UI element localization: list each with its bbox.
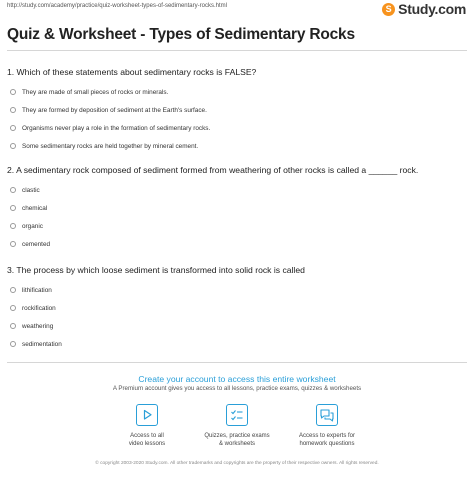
radio-button[interactable] — [10, 287, 16, 293]
feature-label: Access to all video lessons — [128, 433, 166, 447]
feature-label: Access to experts for homework questions — [298, 433, 356, 447]
option-label: Some sedimentary rocks are held together by mineral cement. — [22, 142, 199, 150]
quiz-document-icon — [226, 404, 248, 426]
radio-button[interactable] — [10, 223, 16, 229]
answer-option[interactable] — [7, 181, 467, 199]
page-title: Quiz & Worksheet - Types of Sedimentary Rocks — [7, 26, 355, 43]
option-label: They are formed by deposition of sediment at the Earth's surface. — [22, 106, 207, 114]
video-play-icon — [136, 404, 158, 426]
cta-divider — [7, 362, 467, 363]
chat-experts-icon — [316, 404, 338, 426]
cta-subtitle: A Premium account gives you access to all lessons, practice exams, quizzes & worksheets — [112, 385, 362, 392]
answer-option[interactable] — [7, 101, 467, 119]
option-label: cemented — [22, 240, 51, 248]
question-text: 2. A sedimentary rock composed of sediment formed from weathering of other rocks is called a ______ rock. — [7, 165, 419, 175]
copyright-footer: © copyright 2003-2020 Study.com. All other trademarks and copyrights are the property of their respective owners. All rights reserved. — [95, 461, 379, 466]
question-1 — [7, 67, 467, 155]
radio-button[interactable] — [10, 305, 16, 311]
radio-button[interactable] — [10, 323, 16, 329]
feature-quizzes — [192, 404, 282, 448]
answer-option[interactable] — [7, 317, 467, 335]
option-label: lithification — [22, 286, 52, 294]
question-2 — [7, 165, 467, 253]
question-3 — [7, 265, 467, 353]
option-label: rockification — [22, 304, 56, 312]
page-url: http://study.com/academy/practice/quiz-worksheet-types-of-sedimentary-rocks.html — [7, 3, 227, 9]
answer-option[interactable] — [7, 217, 467, 235]
radio-button[interactable] — [10, 107, 16, 113]
logo-text: Study.com — [398, 1, 466, 17]
answer-option[interactable] — [7, 235, 467, 253]
study-logo[interactable] — [382, 1, 466, 17]
option-label: They are made of small pieces of rocks or minerals. — [22, 88, 169, 96]
option-label: organic — [22, 222, 43, 230]
radio-button[interactable] — [10, 187, 16, 193]
option-label: chemical — [22, 204, 48, 212]
radio-button[interactable] — [10, 89, 16, 95]
answer-option[interactable] — [7, 83, 467, 101]
answer-option[interactable] — [7, 335, 467, 353]
question-text: 1. Which of these statements about sedimentary rocks is FALSE? — [7, 67, 257, 77]
radio-button[interactable] — [10, 341, 16, 347]
radio-button[interactable] — [10, 205, 16, 211]
answer-option[interactable] — [7, 137, 467, 155]
title-divider — [7, 50, 467, 51]
option-label: sedimentation — [22, 340, 62, 348]
answer-option[interactable] — [7, 199, 467, 217]
question-text: 3. The process by which loose sediment is transformed into solid rock is called — [7, 265, 305, 275]
logo-mark-icon: S — [382, 3, 395, 16]
feature-experts — [282, 404, 372, 448]
feature-label: Quizzes, practice exams & worksheets — [204, 433, 270, 447]
answer-option[interactable] — [7, 281, 467, 299]
option-label: clastic — [22, 186, 40, 194]
radio-button[interactable] — [10, 125, 16, 131]
answer-option[interactable] — [7, 299, 467, 317]
radio-button[interactable] — [10, 143, 16, 149]
create-account-link[interactable]: Create your account to access this entire worksheet — [138, 374, 336, 384]
option-label: Organisms never play a role in the formation of sedimentary rocks. — [22, 124, 211, 132]
feature-video-lessons — [102, 404, 192, 448]
answer-option[interactable] — [7, 119, 467, 137]
radio-button[interactable] — [10, 241, 16, 247]
option-label: weathering — [22, 322, 54, 330]
